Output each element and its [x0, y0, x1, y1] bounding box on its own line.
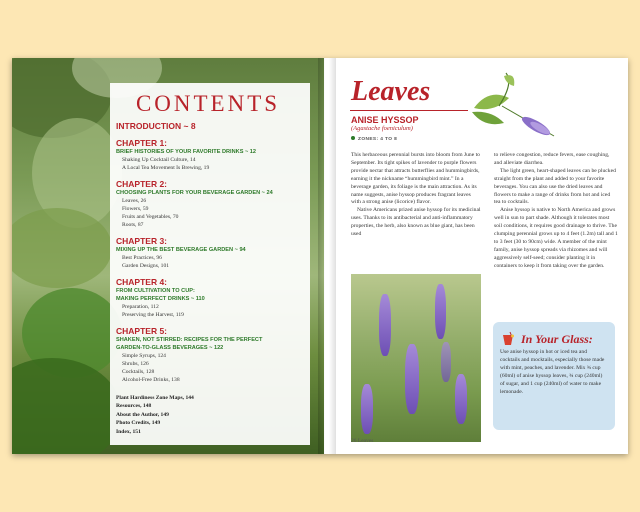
- right-page: [324, 58, 628, 454]
- body-column-left: [351, 152, 481, 239]
- toc-entry: About the Author, 149: [116, 411, 169, 418]
- toc-chapter: [116, 179, 300, 229]
- chapter-label: CHAPTER 4:: [116, 277, 168, 287]
- chapter-label: CHAPTER 5:: [116, 326, 168, 336]
- toc-chapter: [116, 236, 300, 270]
- chapter-label: CHAPTER 2:: [116, 179, 168, 189]
- chapter-title-line2: MAKING PERFECT DRINKS ~ 110: [116, 296, 205, 302]
- toc-entry: Simple Syrups, 124: [122, 353, 166, 359]
- toc-entry: Plant Hardiness Zone Maps, 144: [116, 395, 194, 401]
- toc-entry: Fruits and Vegetables, 70: [122, 214, 179, 220]
- heading-rule: [350, 110, 468, 111]
- toc-entry: Cocktails, 128: [122, 369, 155, 375]
- chapter-label: CHAPTER 3:: [116, 236, 168, 246]
- toc-entry: Resources, 148: [116, 403, 152, 410]
- zones-text: ZONES: 4 TO 8: [358, 137, 398, 142]
- toc-chapter: [116, 138, 300, 172]
- toc-entry: Shaking Up Cocktail Culture, 14: [122, 157, 196, 163]
- toc-chapter: [116, 326, 300, 384]
- book-gutter: [318, 58, 336, 454]
- toc-entry: Index, 151: [116, 428, 141, 435]
- toc-entry: Leaves, 26: [122, 198, 147, 204]
- latin-name: (Agastache foeniculum): [351, 125, 413, 132]
- paragraph: to relieve congestion, reduce fevers, ease coughing, and alleviate diarrhea.: [494, 152, 610, 166]
- page-number: 26 Leaves: [351, 438, 374, 444]
- toc-entry: Alcohol-Free Drinks, 138: [122, 377, 180, 383]
- left-page: [12, 58, 324, 454]
- toc-entry: Roots, 87: [122, 222, 144, 228]
- toc-backmatter: [116, 394, 300, 436]
- hardiness-zones: [351, 136, 397, 142]
- chapter-title: FROM CULTIVATION TO CUP:: [116, 288, 195, 294]
- toc-entry: Shrubs, 126: [122, 361, 149, 367]
- chapter-title: MIXING UP THE BEST BEVERAGE GARDEN ~ 94: [116, 247, 246, 253]
- body-column-right: [494, 152, 618, 271]
- plant-name: ANISE HYSSOP: [351, 115, 419, 125]
- toc-title: CONTENTS: [135, 91, 281, 116]
- chapter-title: BRIEF HISTORIES OF YOUR FAVORITE DRINKS ~ 12: [116, 149, 257, 155]
- chapter-title: CHOOSING PLANTS FOR YOUR BEVERAGE GARDEN ~ 24: [116, 190, 273, 196]
- cocktail-glass-icon: [500, 331, 516, 347]
- toc-entry: A Local Tea Movement Is Brewing, 19: [122, 165, 210, 171]
- chapter-title: SHAKEN, NOT STIRRED: RECIPES FOR THE PERFECT: [116, 337, 263, 343]
- in-your-glass-callout: [493, 322, 615, 430]
- toc-entry: Preparation, 112: [122, 304, 159, 310]
- toc-entry: Preserving the Harvest, 119: [122, 312, 184, 318]
- toc-entry: Garden Designs, 101: [122, 263, 170, 269]
- callout-text: Use anise hyssop in hot or iced tea and cocktails and mocktails, especially those made with mint, peaches, and lavender. Mix ¾ cup (60ml) of anise hyssop leaves, ¾ cup (240ml) of sugar, and 1 cup (240ml) of water to make lemonade.: [500, 349, 605, 395]
- paragraph: Native Americans prized anise hyssop for its medicinal uses. Thanks to its antibacterial and anti-inflammatory properties, the herb, also known as blue giant, has been used: [351, 207, 481, 238]
- chapter-title-line2: GARDEN-TO-GLASS BEVERAGES ~ 122: [116, 345, 224, 351]
- open-book: [12, 58, 628, 454]
- paragraph: The light green, heart-shaped leaves can be plucked straight from the plant and added to your favorite beverages. You can also use the dried leaves and flowers to make a range of drinks from hot and iced tea to cocktails.: [494, 167, 616, 206]
- zone-marker-icon: [351, 136, 355, 140]
- chapter-label: CHAPTER 1:: [116, 138, 168, 148]
- anise-hyssop-illustration: [454, 68, 564, 148]
- toc-introduction: INTRODUCTION ~ 8: [116, 121, 196, 131]
- paragraph: This herbaceous perennial bursts into bloom from June to September. Its tight spikes of lavender to purple flowers provide nectar that attracts butterflies and hummingbirds, earning it the nickname “hummingbird mint.” In a beverage garden, its foliage is the main attraction. As its name suggests, anise hyssop produces fragrant leaves with a strong anise (licorice) flavor.: [351, 152, 480, 206]
- toc-entry: Photo Credits, 149: [116, 420, 161, 427]
- anise-hyssop-photo: [351, 274, 481, 442]
- toc-chapter: [116, 277, 300, 319]
- page-heading: Leaves: [351, 76, 431, 107]
- callout-title: In Your Glass:: [521, 332, 593, 346]
- toc-entry: Best Practices, 96: [122, 255, 162, 261]
- table-of-contents: [110, 83, 310, 445]
- toc-entry: Flowers, 59: [122, 206, 149, 212]
- paragraph: Anise hyssop is native to North America and grows well in sun to part shade. Although it tolerates most soil conditions, it requires good drainage to thrive. The clumping perennial grows up to 4 feet (1.2m) tall and 1 to 3 feet (30 to 90cm) wide. A member of the mint family, anise hyssop spreads via rhizomes and will aggressively self-seed; consider planting it in containers to keep it from taking over the garden.: [494, 207, 618, 269]
